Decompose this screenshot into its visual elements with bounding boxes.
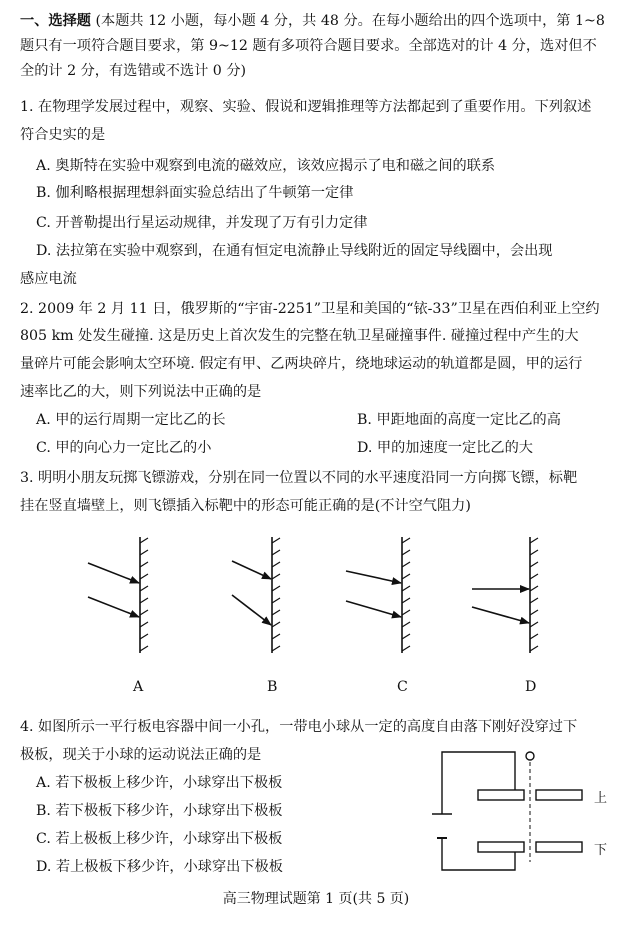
q4-option-c: C. 若上极板上移少许，小球穿出下极板: [36, 831, 283, 847]
q3-stem-2: 挂在竖直墙壁上，则飞镖插入标靶中的形态可能正确的是(不计空气阻力): [20, 498, 471, 514]
q4-option-a: A. 若下极板上移少许，小球穿出下极板: [36, 775, 283, 791]
q3-label-a: A: [133, 679, 144, 695]
figure-a: [88, 537, 148, 653]
q2-stem-1: 2. 2009 年 2 月 11 日，俄罗斯的“宇宙-2251”卫星和美国的“铱-33”卫星在西伯利亚上空约: [20, 301, 600, 317]
q2-stem-2: 805 km 处发生碰撞. 这是历史上首次发生的完整在轨卫星碰撞事件. 碰撞过程中产生的大: [20, 328, 579, 344]
figure-c: [346, 537, 410, 653]
q2-option-c: C. 甲的向心力一定比乙的小: [36, 440, 212, 456]
q1-stem-2: 符合史实的是: [20, 127, 106, 143]
section-title: 一、选择题: [20, 13, 91, 29]
q1-option-d-2: 感应电流: [20, 271, 77, 287]
figure-d: [472, 537, 538, 653]
section-desc-1: (本题共 12 小题，每小题 4 分，共 48 分。在每小题给出的四个选项中，第 1~8: [95, 13, 605, 29]
q1-option-d-1: D. 法拉第在实验中观察到，在通有恒定电流静止导线附近的固定导线圈中，会出现: [36, 243, 553, 259]
q2-option-a: A. 甲的运行周期一定比乙的长: [36, 412, 226, 428]
q3-dart-figures: [0, 525, 632, 725]
q4-label-top: 上: [594, 791, 608, 806]
q2-stem-4: 速率比乙的大，则下列说法中正确的是: [20, 384, 262, 400]
section-header: [20, 10, 618, 32]
q4-capacitor-circuit: [430, 744, 620, 876]
figure-b: [232, 537, 280, 653]
section-desc-2: 题只有一项符合题目要求，第 9~12 题有多项符合题目要求。全部选对的计 4 分，选对但不: [20, 38, 597, 54]
q1-option-c: C. 开普勒提出行星运动规律，并发现了万有引力定律: [36, 215, 368, 231]
page-footer: 高三物理试题第 1 页(共 5 页): [222, 891, 410, 907]
q4-label-bottom: 下: [594, 843, 608, 858]
q1-option-a: A. 奥斯特在实验中观察到电流的磁效应，该效应揭示了电和磁之间的联系: [36, 158, 496, 174]
q1-stem-1: 1. 在物理学发展过程中，观察、实验、假说和逻辑推理等方法都起到了重要作用。下列叙述: [20, 99, 592, 115]
q2-option-d: D. 甲的加速度一定比乙的大: [357, 440, 533, 456]
q3-label-c: C: [397, 679, 408, 695]
q3-label-d: D: [525, 679, 537, 695]
q4-option-b: B. 若下极板下移少许，小球穿出下极板: [36, 803, 283, 819]
q3-stem-1: 3. 明明小朋友玩掷飞镖游戏，分别在同一位置以不同的水平速度沿同一方向掷飞镖，标靶: [20, 470, 578, 486]
q3-label-b: B: [267, 679, 278, 695]
q1-option-b: B. 伽利略根据理想斜面实验总结出了牛顿第一定律: [36, 185, 354, 201]
q4-option-d: D. 若上极板下移少许，小球穿出下极板: [36, 859, 283, 875]
section-desc-3: 全的计 2 分，有选错或不选计 0 分): [20, 63, 247, 79]
q2-option-b: B. 甲距地面的高度一定比乙的高: [357, 412, 561, 428]
q4-stem-1: 4. 如图所示一平行板电容器中间一小孔，一带电小球从一定的高度自由落下刚好没穿过下: [20, 719, 578, 735]
q4-stem-2: 极板，现关于小球的运动说法正确的是: [20, 747, 262, 763]
q2-stem-3: 量碎片可能会影响太空环境. 假定有甲、乙两块碎片，绕地球运动的轨道都是圆，甲的运行: [20, 356, 583, 372]
